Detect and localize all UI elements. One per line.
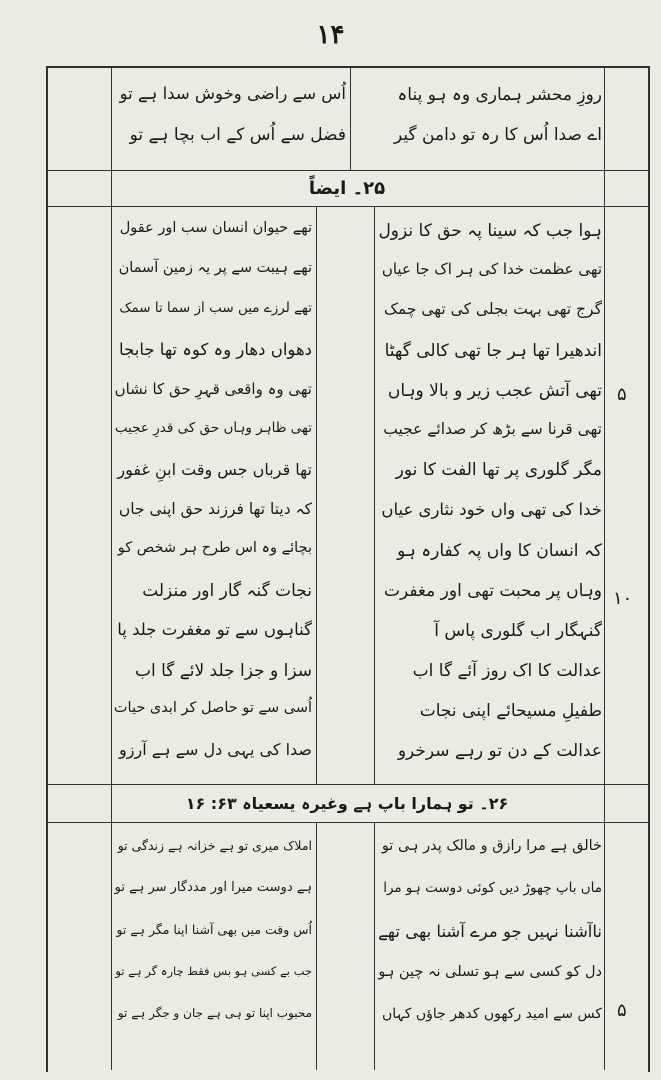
verse-line: عدالت کے دن تو رہے سرخرو: [397, 741, 602, 761]
verse-line: بچائے وہ اس طرح ہر شخص کو: [117, 540, 312, 556]
line-number: ۵: [617, 1000, 627, 1021]
margin-divider-left: [111, 66, 112, 1070]
section3-left-column: [114, 838, 312, 1068]
verse-line: تھے ہیبت سے پر یہ زمین آسمان: [118, 260, 312, 276]
section2-right-column: [378, 220, 602, 780]
section3-heading: ۲۶۔ تو ہمارا باپ ہے وغیرہ یسعیاہ ۶۳: ۱۶: [185, 794, 509, 813]
page-number: ۱۴: [316, 20, 345, 50]
verse-line: ناآشنا نہیں جو مرے آشنا بھی تھے: [378, 922, 602, 941]
verse-line: اندھیرا تھا ہر جا تھی کالی گھٹا: [384, 341, 602, 361]
verse-line: محبوب اپنا تو ہی ہے جان و جگر ہے تو: [117, 1006, 312, 1020]
verse-line: ہے دوست میرا اور مددگار سر ہے تو: [114, 880, 312, 895]
section2-heading: ۲۵۔ ایضاً: [308, 178, 386, 199]
column-divider-section3-right: [374, 822, 375, 1070]
verse-line: فضل سے اُس کے اب بچا ہے تو: [129, 125, 346, 145]
verse-line: گرج تھی بہت بجلی کی تھی چمک: [384, 300, 602, 318]
verse-line: روزِ محشر ہماری وہ ہو پناہ: [397, 85, 602, 105]
section-rule: [46, 784, 648, 785]
verse-line: کہ انسان کا واں پہ کفارہ ہو: [397, 541, 602, 561]
verse-line: وہاں پر محبت تھی اور مغفرت: [383, 581, 602, 601]
verse-line: جب بے کسی ہو بس فقط چارہ گر ہے تو: [115, 964, 312, 978]
verse-line: ہوا جب کہ سینا پہ حق کا نزول: [378, 221, 602, 241]
margin-divider-right: [604, 66, 605, 1070]
verse-line: کس سے امید رکھوں کدھر جاؤں کہاں: [381, 1006, 602, 1022]
verse-line: ماں باپ چھوڑ دیں کوئی دوست ہو مرا: [383, 880, 602, 896]
column-divider-section3-left: [316, 822, 317, 1070]
verse-line: تھے حیوان انسان سب اور عقول: [119, 220, 312, 236]
verse-line: کہ دیتا تھا فرزند حق اپنی جاں: [118, 500, 312, 518]
verse-line: اے صدا اُس کا رہ تو دامن گیر: [394, 125, 602, 145]
verse-line: تھا قرباں جس وقت ابنِ غفور: [117, 460, 312, 479]
verse-line: تھی عظمت خدا کی ہر اک جا عیاں: [381, 260, 602, 278]
verse-line: صدا کی یہی دل سے ہے آرزو: [119, 740, 312, 759]
verse-line: طفیلِ مسیحائے اپنی نجات: [419, 701, 602, 721]
verse-line: تھی قرنا سے بڑھ کر صدائے عجیب: [383, 420, 602, 438]
verse-line: گنہگار اب گلوری پاس آ: [434, 621, 602, 641]
verse-line: اُس وقت میں بھی آشنا اپنا مگر ہے تو: [116, 922, 312, 937]
section1-left-column: [114, 84, 346, 170]
verse-line: تھے لرزے میں سب از سما تا سمک: [119, 300, 312, 316]
verse-line: گناہوں سے تو مغفرت جلد پا: [117, 620, 312, 639]
section-rule: [46, 822, 648, 823]
verse-line: خدا کی تھی واں خود نثاری عیاں: [381, 500, 602, 519]
verse-line: اُسی سے تو حاصل کر ابدی حیات: [113, 700, 312, 716]
section-rule: [46, 206, 648, 207]
line-number: ۱۰: [613, 588, 633, 609]
section2-left-column: [114, 220, 312, 780]
verse-line: تھی وہ واقعی قہرِ حق کا نشاں: [114, 380, 312, 398]
column-divider-section2-right: [374, 206, 375, 784]
verse-line: نجات گنہ گار اور منزلت: [142, 581, 312, 601]
verse-line: خالق ہے مرا رازق و مالک پدر ہی تو: [381, 838, 602, 854]
verse-line: مگر گلوری پر تھا الفت کا نور: [395, 460, 602, 480]
verse-line: عدالت کا اک روز آئے گا اب: [412, 661, 602, 681]
verse-line: اُس سے راضی وخوش سدا ہے تو: [119, 84, 346, 103]
line-number: ۵: [617, 384, 627, 405]
section-rule: [46, 170, 648, 171]
verse-line: دل کو کسی سے ہو تسلی نہ چین ہو: [378, 964, 602, 980]
section1-right-column: [352, 84, 602, 170]
verse-line: سزا و جزا جلد لائے گا اب: [134, 661, 312, 681]
column-divider-section2-left: [316, 206, 317, 784]
column-divider-section1: [350, 66, 351, 170]
verse-line: تھی ظاہر وہاں حق کی قدرِ عجیب: [114, 420, 312, 436]
section3-right-column: [378, 838, 602, 1068]
verse-line: تھی آتش عجب زیر و بالا وہاں: [387, 381, 602, 401]
verse-line: املاک میری تو ہے خزانہ ہے زندگی تو: [117, 838, 312, 853]
verse-line: دھواں دھار وہ کوہ تھا جابجا: [119, 340, 312, 359]
